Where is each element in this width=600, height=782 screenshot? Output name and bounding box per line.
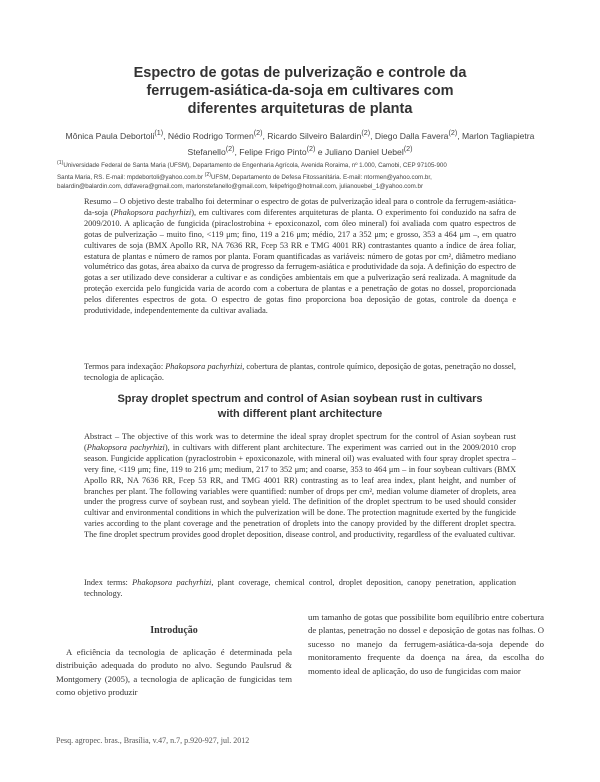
terms-label: Index terms: <box>84 578 133 587</box>
title-line: ferrugem-asiática-da-soja em cultivares com <box>146 83 454 99</box>
title-line: Spray droplet spectrum and control of Asian soybean rust in cultivars <box>117 393 483 405</box>
affiliation-mark: (1) <box>57 160 64 166</box>
intro-left-column: A eficiência da tecnologia de aplicação é determinada pela distribuição adequada do produto no alvo. Segundo Paulsrud & Montgomery (2005), a tecnologia de aplicação de fungicidas tem como objetivo produzir <box>56 647 292 698</box>
species-name: Phakopsora pachyrhizi <box>86 442 165 452</box>
species-name: Phakopsora pachyrhizi <box>113 207 192 217</box>
author-name: Mônica Paula Debortoli <box>65 130 155 141</box>
author-name: , Diego Dalla Favera <box>370 130 449 141</box>
author-name: , Marlon Tagliapietra Stefanello <box>187 130 535 157</box>
article-title <box>60 64 540 118</box>
affiliation-line <box>57 171 547 183</box>
author-name: , Ricardo Silveiro Balardin <box>262 130 362 141</box>
intro-right-column: um tamanho de gotas que possibilite bom equilíbrio entre cobertura de plantas, penetração no dossel e deposição de gotas nas folhas. O sucesso no manejo da ferrugem-asiática-da-soja depende do monitoramento frequente da doença na área, da escolha do momento ideal de aplicação, do uso de fungicidas com maior <box>308 612 544 676</box>
author-name: , Nédio Rodrigo Tormen <box>163 130 254 141</box>
author-name: e Juliano Daniel Uebel <box>315 146 404 157</box>
index-terms-portuguese <box>84 362 516 384</box>
terms-text: , cobertura de plantas, controle químico, deposição de gotas, penetração no dossel, tecnologia de aplicação. <box>84 362 516 382</box>
terms-text: , plant coverage, chemical control, droplet deposition, canopy penetration, application technology. <box>84 578 516 598</box>
abstract-text: Resumo – O objetivo deste trabalho foi determinar o espectro de gotas de pulverização ideal para o controle da ferrugem-asiática-da-soja ( <box>84 197 516 217</box>
abstract-portuguese <box>84 197 516 317</box>
affiliation-line: balardin@balardin.com, ddfavera@gmail.com, marlonstefanello@gmail.com, felipefrigo@hotmail.com, julianouebel_1@yahoo.com.br <box>57 183 424 191</box>
author-name: , Felipe Frigo Pinto <box>234 146 307 157</box>
author-list <box>60 127 540 159</box>
species-name: Phakopsora pachyrhizi <box>132 578 212 587</box>
author-affiliation-mark: (2) <box>306 144 316 153</box>
abstract-text: ), em cultivares com diferentes arquiteturas de planta. O experimento foi conduzido na safra de 2009/2010. A aplicação de fungicida (piraclostrobina + epoxiconazol, com óleo mineral) foi avaliada com quatro espectros de gotas de pulverização – muito fino, <119 μm; fino, 119 a 216 μm; médio, 217 a 352 μm; e grosso, 353 a 464 μm –, em quatro cultivares de soja (BMX Apollo RR, NA 7636 RR, Fcep 53 RR e TMG 4001 RR) contrastantes quanto a índice de área foliar, estatura de plantas e número de ramos por planta. Foram quantificadas as variáveis: número de gotas por cm², diâmetro mediano volumétrico das gotas, área abaixo da curva de progresso da ferrugem-asiática e produtividade da soja. A definição do espectro de gotas a ser utilizado deve considerar a cultivar e as condições ambientais em que a pulverização será realizada. A magnitude da proteção exercida pelo fungicida varia de acordo com a cobertura de plantas e a penetração de gotas no dossel, proporcionada pelos diferentes espectros de gota. O espectro de gotas fino proporciona boa deposição de gotas, controle da doença e produtividade, independentemente da cultivar avaliada. <box>84 207 517 316</box>
abstract-text: ), in cultivars with different plant architecture. The experiment was carried out in the 2009/2010 crop season. Fungicide application (pyraclostrobin + epoxiconazole, with mineral oil) was evaluated with four spray droplet spectra – very fine, <119 μm; fine, 119 to 216 μm; medium, 217 to 352 μm; and coarse, 353 to 464 μm – in four soybean cultivars (BMX Apollo RR, NA 7636 RR, Fcep 53 RR, and TMG 4001 RR) contrasting as to leaf area index, plant height, and number of branches per plant. The following variables were quantified: number of drops per cm², median volume diameter of droplets, area under the progress curve of soybean rust, and soybean yield. The definition of the droplet spectrum to be used should consider cultivar and environmental conditions in which the pulverization will be done. The protection magnitude exerted by the fungicide varies according to the plant coverage and the penetration of droplets into the canopy provided by the different droplet spectra. The fine droplet spectrum provides good droplet deposition, disease control, and productivity, regardless of the evaluated cultivar. <box>84 442 516 540</box>
journal-footer: Pesq. agropec. bras., Brasília, v.47, n.7, p.920-927, jul. 2012 <box>56 736 250 745</box>
affiliation-line <box>57 159 547 171</box>
author-affiliation-mark: (1) <box>154 129 164 137</box>
index-terms-english <box>84 578 516 600</box>
section-heading-introduction: Introdução <box>150 625 198 636</box>
affiliation-text: Santa Maria, RS. E-mail: mpdebortoli@yahoo.com.br <box>57 173 205 181</box>
species-name: Phakopsora pachyrhizi <box>165 362 243 371</box>
author-affiliation-mark: (2) <box>403 144 413 153</box>
abstract-english <box>84 432 516 541</box>
author-affiliation-mark: (2) <box>253 129 263 137</box>
title-line: Espectro de gotas de pulverização e controle da <box>133 65 467 81</box>
terms-label: Termos para indexação: <box>84 362 166 371</box>
author-affiliation-mark: (2) <box>361 129 371 137</box>
affiliations <box>57 159 547 192</box>
title-line: diferentes arquiteturas de planta <box>187 101 413 117</box>
affiliation-mark: (2) <box>204 171 211 178</box>
title-line: with different plant architecture <box>217 408 383 420</box>
author-affiliation-mark: (2) <box>225 144 235 153</box>
author-affiliation-mark: (2) <box>448 129 458 137</box>
affiliation-text: UFSM, Departamento de Defesa Fitossanitária. E-mail: ntormen@yahoo.com.br, <box>210 173 432 181</box>
english-title <box>60 392 540 422</box>
abstract-text: Abstract – The objective of this work was to determine the ideal spray droplet spectrum for the control of Asian soybean rust ( <box>84 432 516 452</box>
affiliation-text: Universidade Federal de Santa Maria (UFSM), Departamento de Engenharia Agrícola, Avenida Roraima, nº 1.000, Camobi, CEP 97105-900 <box>63 162 447 170</box>
